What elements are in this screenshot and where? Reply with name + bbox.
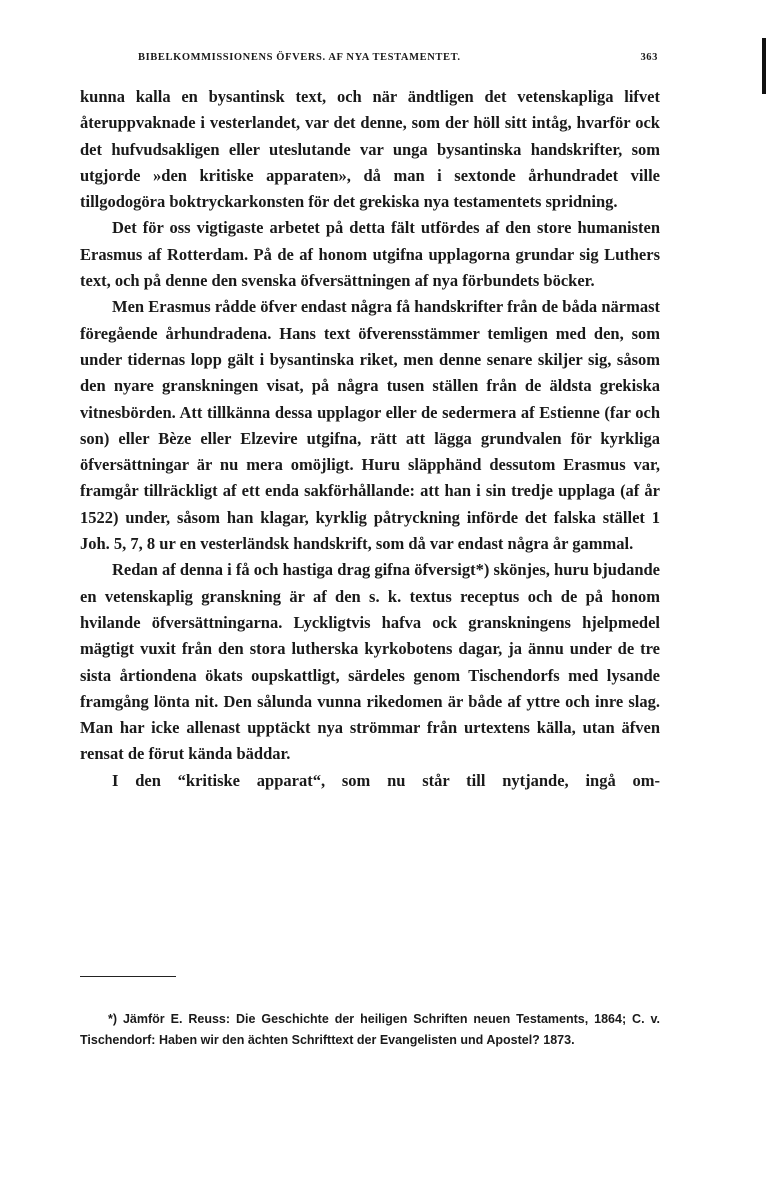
paragraph-5: I den “kritiske apparat“, som nu står till nytjande, ingå om-: [112, 770, 660, 790]
paragraph-4: Redan af denna i få och hastiga drag gifna öfversigt*) skönjes, huru bjudande en vetenskaplig granskning är af den s. k. textus receptus och de på honom hvilande öfversättningarna. Lyckligtvis hafva ock granskningens hjelpmedel mägtigt vuxit från den stora lutherska kyrkobotens dagar, ja ännu under de tre sista årtiondena ökats oupskattligt, särdeles genom Tischendorfs med lysande framgång lönta nit. Den sålunda vunna rikedomen är både af yttre och inre slag. Man har icke allenast upptäckt nya strömmar från urtextens källa, utan äfven rensat de förut kända bäddar.: [80, 560, 660, 764]
page-number: 363: [640, 52, 658, 63]
paragraph-2: Det för oss vigtigaste arbetet på detta fält utfördes af den store humanisten Erasmus af Rotterdam. På de af honom utgifna upplagorna grundar sig Luthers text, och på denne den svenska öfversättningen af nya förbundets böcker.: [80, 218, 660, 291]
body-text: [80, 84, 660, 794]
scan-edge-mark: [762, 38, 766, 94]
footnote-divider: [80, 976, 176, 977]
paragraph-1: kunna kalla en bysantinsk text, och när ändtligen det vetenskapliga lifvet återuppvaknade i vesterlandet, var det denne, som der höll sitt intåg, hvarför ock det hufvudsakligen eller uteslutande var unga bysantinska handskrifter, som utgjorde »den kritiske apparaten», då man i sextonde århundradet ville tillgodogöra boktryckarkonsten för det grekiska nya testamentets spridning.: [80, 87, 660, 212]
footnote: *) Jämför E. Reuss: Die Geschichte der heiligen Schriften neuen Testaments, 1864; C. v. Tischendorf: Haben wir den ächten Schrifttext der Evangelisten und Apostel? 1873.: [80, 1011, 660, 1047]
running-title: BIBELKOMMISSIONENS ÖFVERS. AF NYA TESTAMENTET.: [138, 52, 461, 63]
paragraph-3: Men Erasmus rådde öfver endast några få handskrifter från de båda närmast föregående århundradena. Hans text öfverensstämmer temligen med den, som under tidernas lopp gält i bysantinska riket, men denne senare skiljer sig, såsom den nyare granskningen visat, på några tusen ställen från de äldsta grekiska vitnesbörden. Att tillkänna dessa upplagor eller de sedermera af Estienne (far och son) eller Bèze eller Elzevire utgifna, rätt att lägga grundvalen för kyrkliga öfversättningar är nu mera omöjligt. Huru släpphänd dessutom Erasmus var, framgår tillräckligt af ett enda sakförhållande: att han i sin tredje upplaga (af år 1522) under, såsom han klagar, kyrklig påtryckning införde det falska stället 1 Joh. 5, 7, 8 ur en vesterländsk handskrift, som då var endast några år gammal.: [80, 297, 660, 554]
